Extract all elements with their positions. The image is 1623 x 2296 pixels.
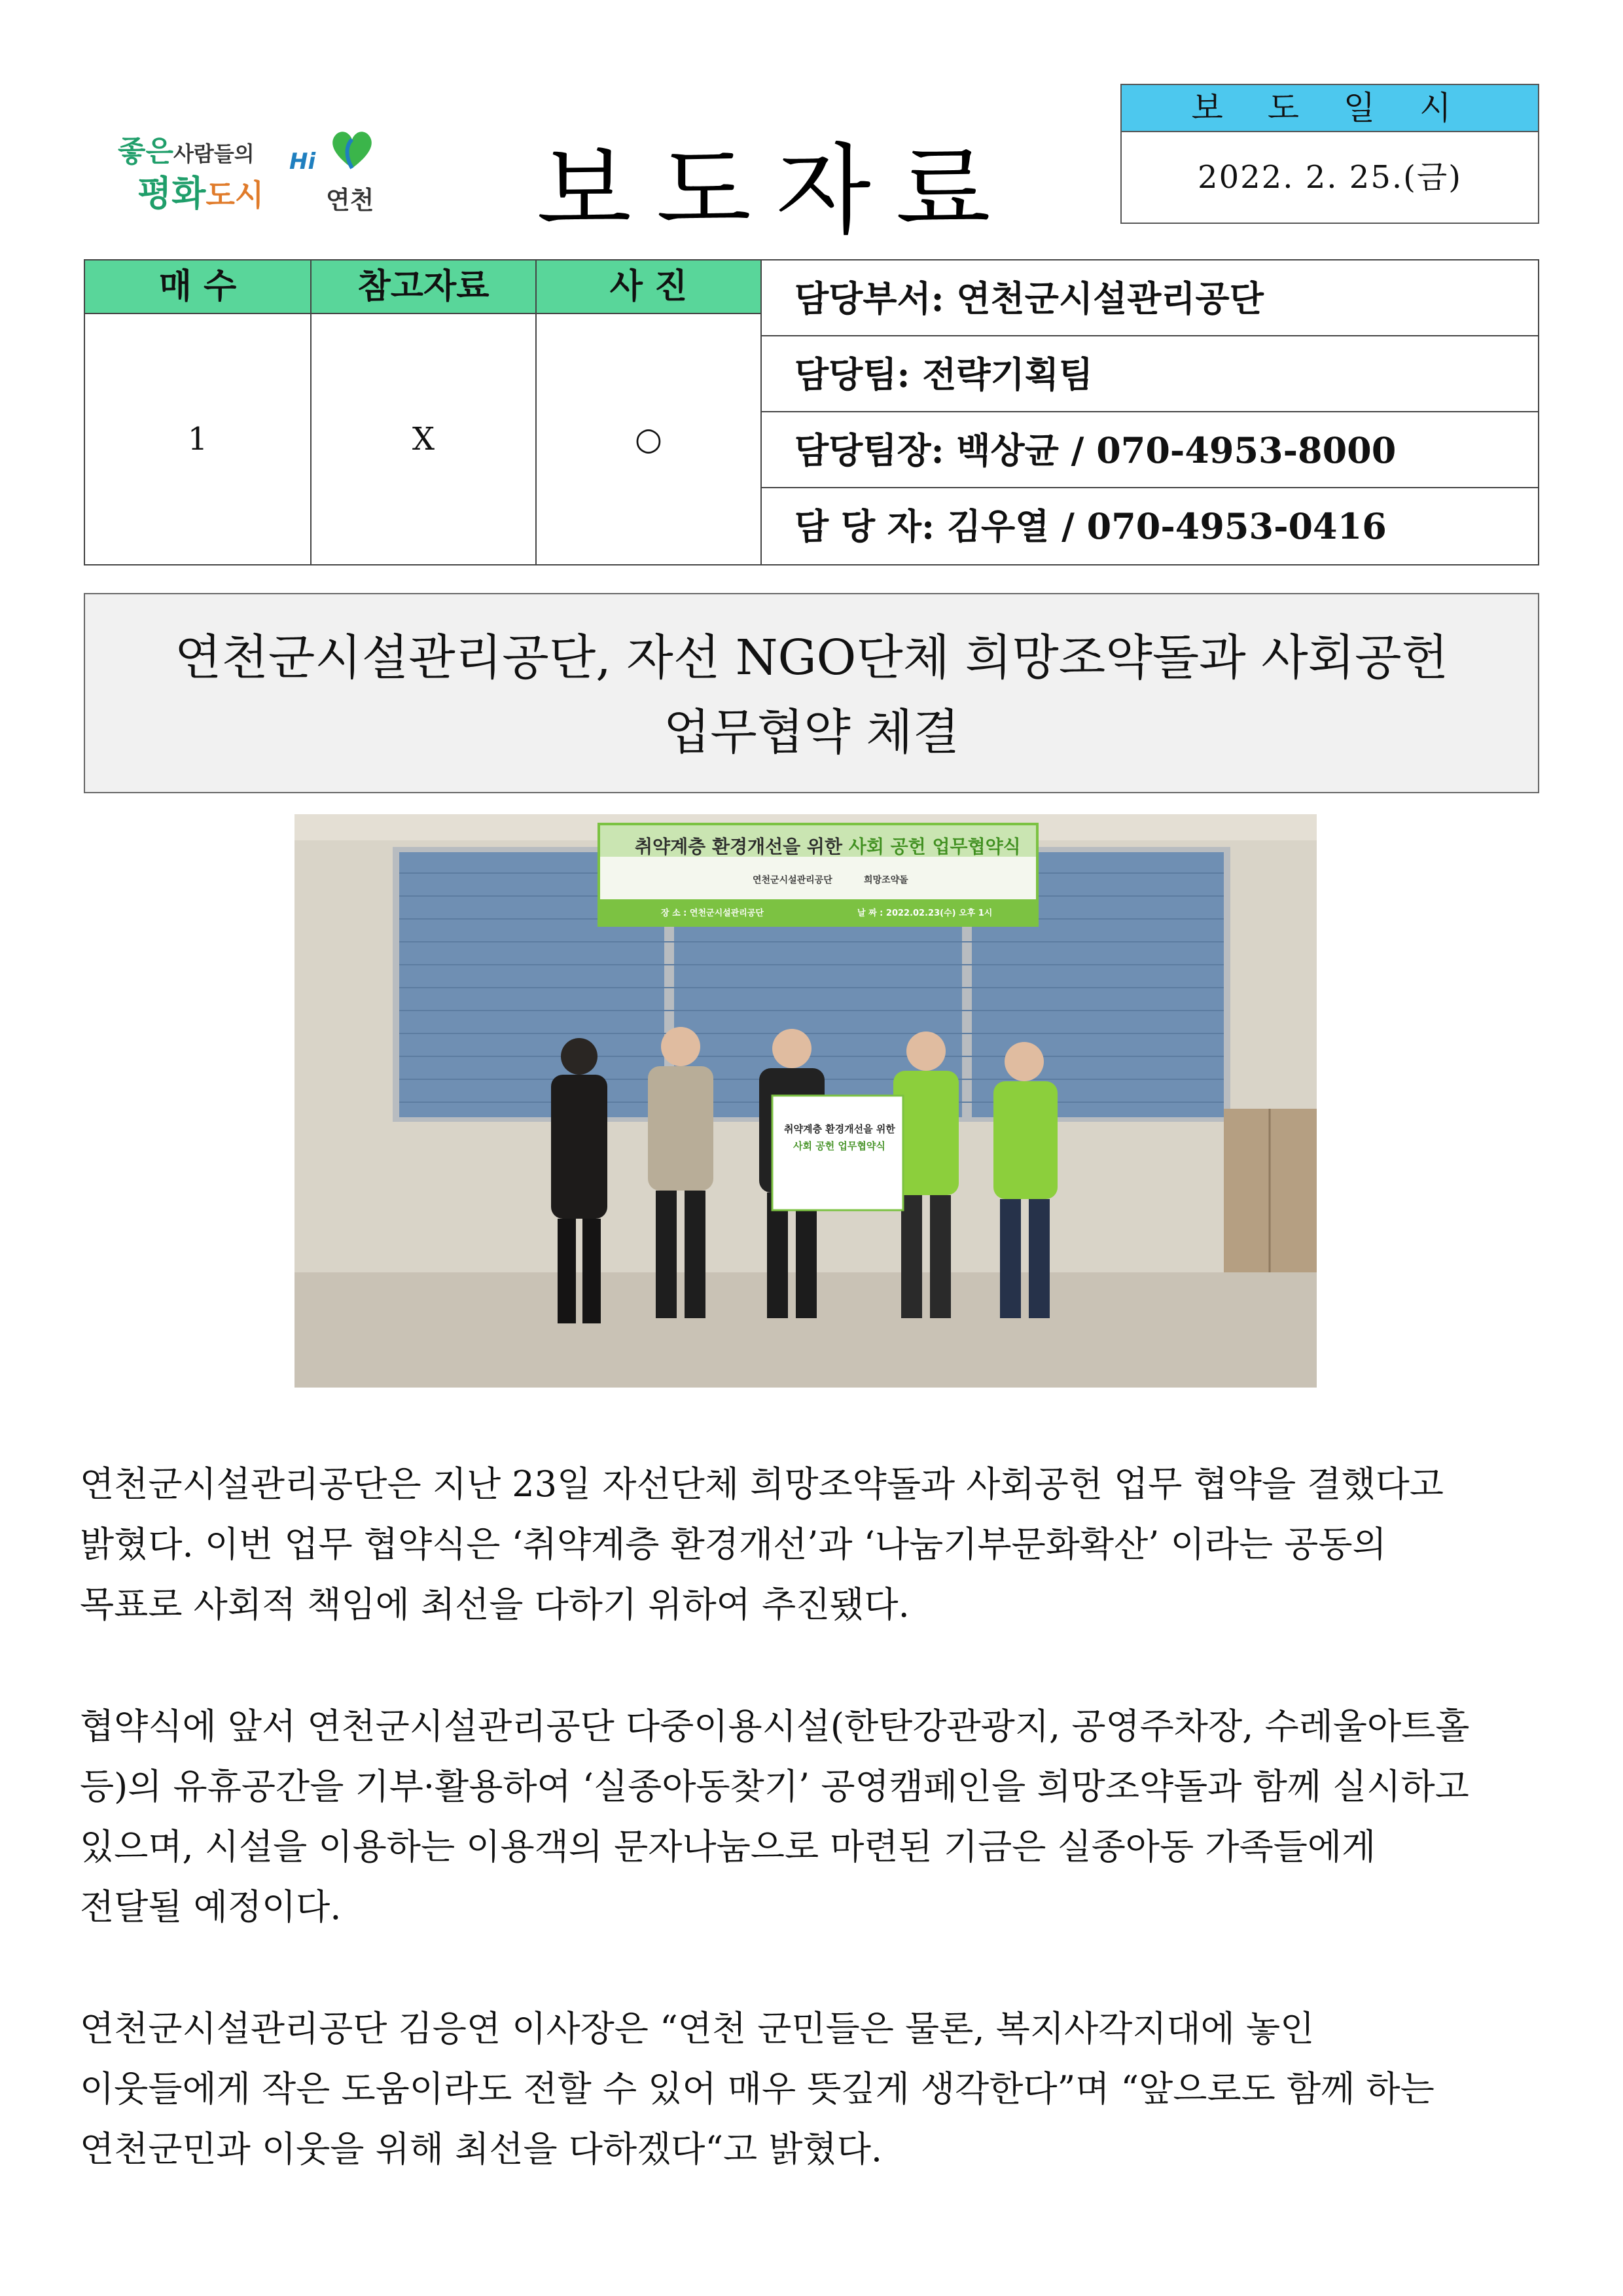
event-photo bbox=[294, 814, 1317, 1388]
page-title: 보도자료 bbox=[537, 134, 1016, 248]
paragraph-line: 연천군민과 이웃을 위해 최선을 다하겠다“고 밝혔다. bbox=[80, 2128, 883, 2170]
column-value: 1 bbox=[187, 421, 208, 457]
organization-logo bbox=[118, 128, 406, 226]
column-header: 사 진 bbox=[537, 260, 760, 314]
info-columns bbox=[85, 260, 762, 564]
body-paragraph-3 bbox=[80, 1999, 1546, 2179]
contact-person: 담 당 자: 김우열 / 070-4953-0416 bbox=[794, 505, 1387, 547]
paragraph-line: 있으며, 시설을 이용하는 이용객의 문자나눔으로 마련된 기금은 실종아동 가족들에게 bbox=[80, 1826, 1376, 1867]
logo-hi: Hi bbox=[289, 149, 316, 175]
board-line-2: 사회 공헌 업무협약식 bbox=[793, 1140, 885, 1152]
headline-line-1: 연천군시설관리공단, 자선 NGO단체 희망조약돌과 사회공헌 bbox=[174, 630, 1449, 686]
contact-rows bbox=[762, 260, 1538, 564]
photo-scene bbox=[294, 814, 1317, 1388]
paragraph-line: 목표로 사회적 책임에 최선을 다하기 위하여 추진됐다. bbox=[80, 1584, 910, 1625]
banner-org-2: 희망조약돌 bbox=[864, 875, 908, 886]
paragraph-line: 협약식에 앞서 연천군시설관리공단 다중이용시설(한탄강관광지, 공영주차장, 수레울아트홀 bbox=[80, 1706, 1470, 1747]
info-table bbox=[84, 259, 1539, 565]
board-line-1: 취약계층 환경개선을 위한 bbox=[784, 1123, 895, 1135]
heart-leaf-icon bbox=[326, 128, 378, 173]
column-pages bbox=[85, 260, 312, 564]
paragraph-line: 이웃들에게 작은 도움이라도 전할 수 있어 매우 뜻깊게 생각한다”며 “앞으로도 함께 하는 bbox=[80, 2068, 1435, 2109]
contact-team-leader: 담당팀장: 백상균 / 070-4953-8000 bbox=[762, 412, 1538, 488]
paragraph-line: 밝혔다. 이번 업무 협약식은 ‘취약계층 환경개선’과 ‘나눔기부문화확산’ 이라는 공동의 bbox=[80, 1524, 1387, 1565]
release-date-value: 2022. 2. 25.(금) bbox=[1198, 159, 1462, 196]
banner-date: 날 짜 : 2022.02.23(수) 오후 1시 bbox=[857, 908, 993, 918]
body-paragraph-1 bbox=[80, 1454, 1546, 1635]
body-paragraph-2 bbox=[80, 1696, 1546, 1937]
banner-org-1: 연천군시설관리공단 bbox=[753, 875, 832, 886]
paragraph-line: 연천군시설관리공단 김응연 이사장은 “연천 군민들은 물론, 복지사각지대에 놓인 bbox=[80, 2008, 1315, 2049]
column-references bbox=[312, 260, 537, 564]
column-header: 매 수 bbox=[85, 260, 310, 314]
logo-line-1: 좋은사람들의 bbox=[118, 135, 255, 168]
column-value: ○ bbox=[635, 421, 662, 457]
contact-team: 담당팀: 전략기획팀 bbox=[762, 336, 1538, 412]
logo-region: 연천 bbox=[326, 186, 374, 215]
paragraph-line: 등)의 유휴공간을 기부·활용하여 ‘실종아동찾기’ 공영캠페인을 희망조약돌과 함께 실시하고 bbox=[80, 1766, 1469, 1807]
headline-line-2: 업무협약 체결 bbox=[663, 704, 960, 761]
column-photos bbox=[537, 260, 762, 564]
paragraph-line: 연천군시설관리공단은 지난 23일 자선단체 희망조약돌과 사회공헌 업무 협약을 결했다고 bbox=[80, 1463, 1444, 1505]
column-header: 참고자료 bbox=[312, 260, 535, 314]
release-date-label: 보 도 일 시 bbox=[1122, 85, 1538, 132]
banner-place: 장 소 : 연천군시설관리공단 bbox=[661, 908, 764, 918]
release-date-box bbox=[1120, 84, 1539, 224]
banner-title: 취약계층 환경개선을 위한 사회 공헌 업무협약식 bbox=[635, 836, 1021, 857]
headline-box bbox=[84, 593, 1539, 793]
contact-department: 담당부서: 연천군시설관리공단 bbox=[762, 260, 1538, 336]
paragraph-line: 전달될 예정이다. bbox=[80, 1886, 342, 1928]
logo-line-2: 평화도시 bbox=[137, 173, 264, 214]
column-value: X bbox=[412, 421, 435, 457]
